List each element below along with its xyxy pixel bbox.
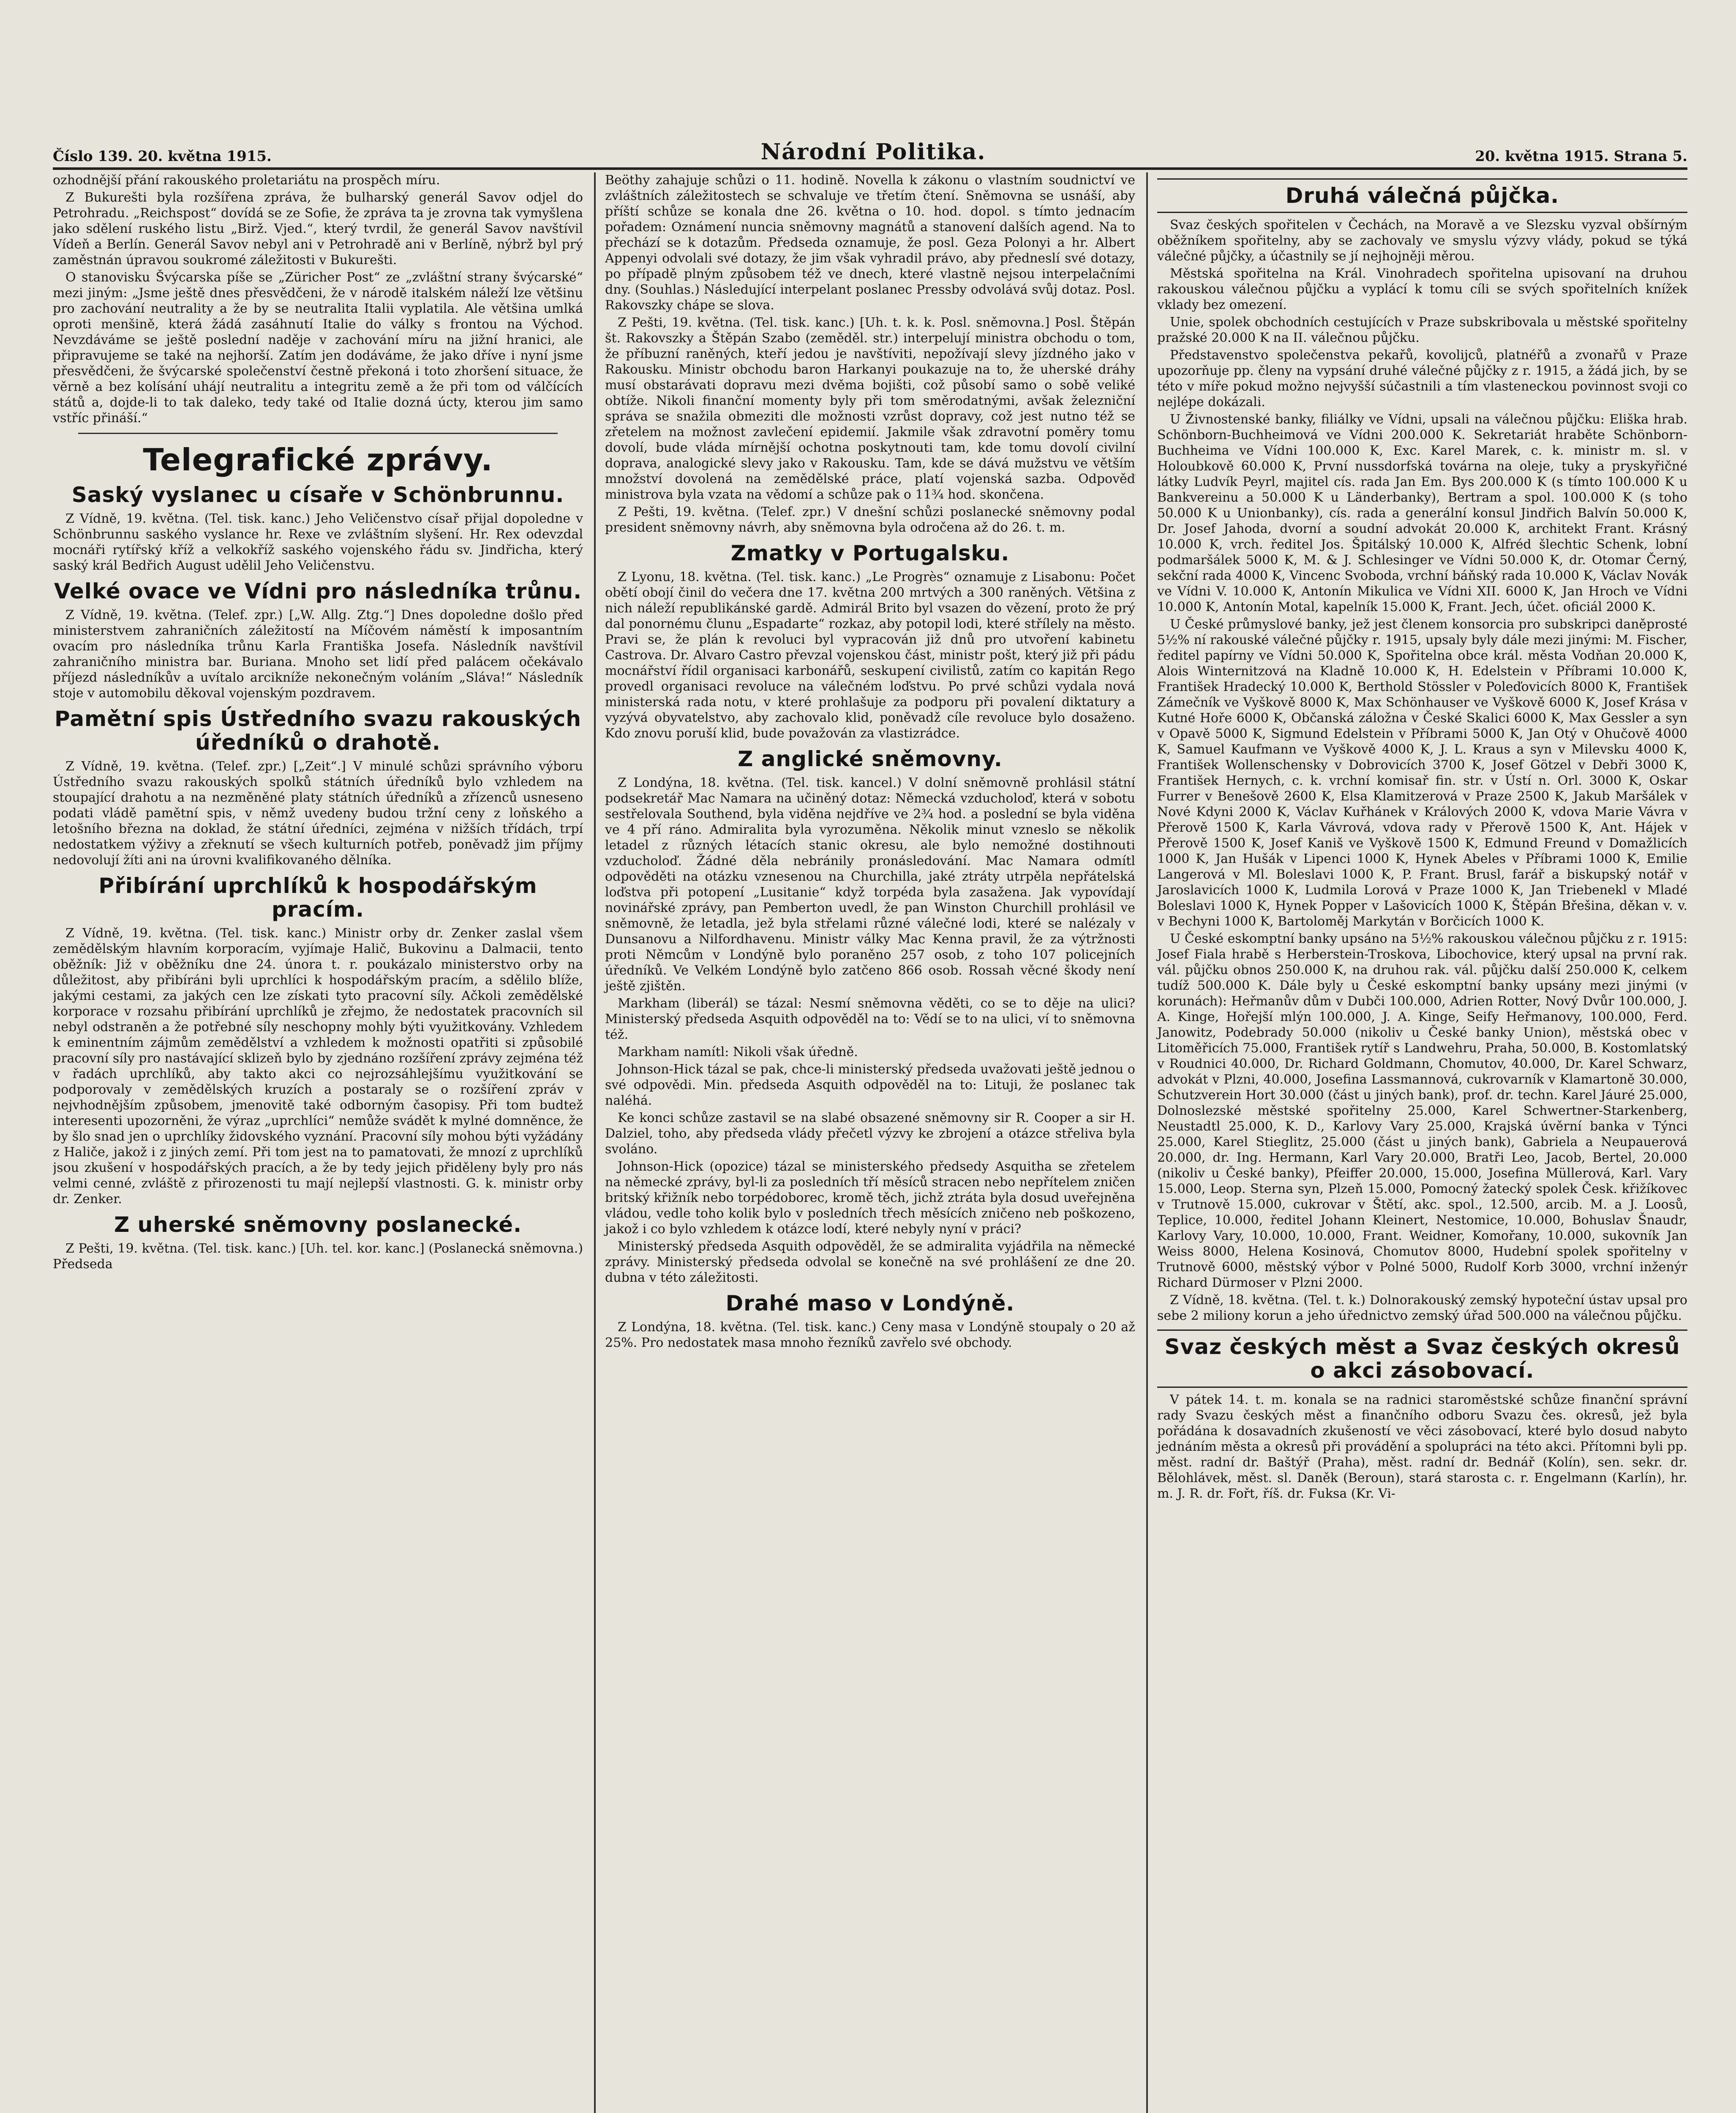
paragraph: Z Bukurešti byla rozšířena zpráva, že bulharský generál Savov odjel do Petrohradu. „Reichspost“ dovídá se ze Sofie, že zpráva ta je zrovna tak vymyšlena jako sdělení ruského listu „Birž. Vjed.“, který tvrdil, že generál Savov navštívil Vídeň a Berlín. Generál Savov nebyl ani v Petrohradě ani v Berlíně, nýbrž byl prý zaměstnán úpravou soukromé záležitosti v Bukurešti. bbox=[53, 190, 583, 268]
paragraph: Představenstvo společenstva pekařů, kovolijců, platnéřů a zvonařů v Praze upozorňuje pp. členy na vypsání druhé válečné půjčky z r. 1915, a žádá jich, by se této v míře pokud možno nejvyšší súčastnili a tím vlasteneckou povinnost svoji co nejlépe dokázali. bbox=[1157, 348, 1687, 409]
issue-number: Číslo 139. 20. května 1915. bbox=[53, 148, 272, 165]
paragraph: Z Londýna, 18. května. (Tel. tisk. kancel.) V dolní sněmovně prohlásil státní podsekretář Mac Namara na učiněný dotaz: Německá vzducholoď, která v sobotu sestřelovala Southend, byla viděna nejdříve ve 2¾ hod. a poslední se byla viděna ve 4 pří ráno. Admiralita byla vyrozuměna. Několik minut vzneslo se několik letadel z různých létacích stanic okresu, ale bylo nemožné dostihnouti vzducholoď. Žádné děla nebránily pronásledování. Mac Namara odmítl odpověděti na otázku vznesenou na Churchilla, jaké ztráty utrpěla nepřátelská loďstva při potopení „Lusitanie“ když torpéda byla zasažena. Jak vypovídají novinářské zprávy, pan Pemberton uvedl, že pan Winston Churchill prohlásil ve sněmovně, že letadla, jež byla střelami různé válečné lodi, které se nalézaly v Dunsanovu a Nilfordhavenu. Ministr války Mac Kenna pravil, že za výtržnosti proti Němcům v Londýně bylo poraněno 257 osob, z toho 107 policejních úředníků. Ve Velkém Londýně bylo zatčeno 866 osob. Rossah věcné škody není ještě zjištěn. bbox=[605, 775, 1135, 994]
newspaper-title: Národní Politika. bbox=[760, 139, 986, 165]
paragraph: O stanovisku Švýcarska píše se „Züricher Post“ ze „zvláštní strany švýcarské“ mezi jiným: „Jsme ještě dnes přesvědčeni, že v národě italském náleží lze většinu pro zachování neutrality a že by se neutralita Italii vyplatila. Ale většina umlká oproti menšině, která žádá zasáhnutí Italie do války s frontou na Východ. Nevzdáváme se ještě poslední naděje v zachování míru na jižní hranici, ale připravujeme se také na nejhorší. Zatím jen dodáváme, že jako dříve i nyní jsme přesvědčeni, že švýcarské společenství čestně překoná i toto zhoršení situace, že věrně a bez kolísání uhájí neutralitu a integritu země a že při tom od válčících států a, dojde-li to tak daleko, tedy také od Italie dozná úcty, kterou jim samo vstříc přináší.“ bbox=[53, 270, 583, 426]
headline: Z uherské sněmovny poslanecké. bbox=[114, 1212, 522, 1237]
headline: Přibírání uprchlíků k hospodářským pracím. bbox=[98, 874, 537, 922]
paragraph: U České průmyslové banky, jež jest členem konsorcia pro subskripci daněprosté 5½% ní rakouské válečné půjčky r. 1915, upsaly byly dále mezi jinými: M. Fischer, ředitel papírny ve Vídni 50.000 K, Spořitelna obce král. města Vodňan 20.000 K, Alois Winternitzová na Kladně 10.000 K, H. Edelstein v Příbrami 10.000 K, František Hradecký 10.000 K, Berthold Stössler v Poleďovicích 8000 K, František Zámečník ve Vyškově 8000 K, Max Schönhauser ve Vyškově 6000 K, Josef Krása v Kutné Hoře 6000 K, Občanská záložna v České Skalici 6000 K, Max Gessler a syn v Opavě 5000 K, Sigmund Edelstein v Příbrami 5000 K, Jan Otý v Ohučově 4000 K, Samuel Kaufmann ve Vyškově 4000 K, J. L. Kraus a syn v Milevsku 4000 K, František Wollenschensky v Dobrovicích 3700 K, Josef Götzel v Debři 3000 K, František Hernych, c. k. vrchní komisař fin. str. v Ústí n. Orl. 3000 K, Oskar Furrer v Benešově 2600 K, Elsa Klamitzerová v Praze 2500 K, Jakub Maršálek v Nové Kdyni 2000 K, Václav Kuřhánek v Králových 2000 K, vdova Marie Vávra v Přerově 1500 K, Karla Vávrová, vdova rady v Přerově 1500 K, Ant. Hájek v Přerově 1500 K, Josef Kaniš ve Vyškově 1500 K, Edmund Freund v Domažlicích 1000 K, Jan Hušák v Lipenci 1000 K, Hynek Abeles v Příbrami 1000 K, Emilie Langerová v Ml. Boleslavi 1000 K, P. Frant. Brusl, farář a biskupský notář v Jaroslavicích 1000 K, Ludmila Lorová v Praze 1000 K, Jan Triebenekl v Mladé Boleslavi 1000 K, Hynek Popper v Lašovicích 1000 K, Štěpán Břešina, děkan v. v. v Bechyni 1000 K, Bartoloměj Markytán v Borčicích 1000 K. bbox=[1157, 617, 1687, 929]
article-columns bbox=[53, 172, 1687, 2113]
divider bbox=[78, 433, 558, 437]
headline: Druhá válečná půjčka. bbox=[1157, 178, 1687, 213]
date-page: 20. května 1915. Strana 5. bbox=[1475, 148, 1687, 165]
paragraph: Z Lyonu, 18. května. (Tel. tisk. kanc.) „Le Progrès“ oznamuje z Lisabonu: Počet obětí obojí činil do večera dne 17. května 200 mrtvých a 300 raněných. Většina z nich náleží republikánské gardě. Admirál Brito byl vsazen do vězení, proto že prý dal ponornému člunu „Espadarte“ rozkaz, aby potopil lodi, které střílely na město. Pravi se, že plán k revoluci byl vypracován již dnů pro utvoření kabinetu Castrova. Dr. Alvaro Castro převzal vojenskou část, ministr pošt, který již při pádu mocnářství řídil organisaci karbonářů, seskupení civilistů, zatím co kapitán Rego provedl organisaci revoluce na válečném loďstvu. Po prvé schůzi vydala nová ministerská rada notu, v které prohlašuje za podporu při povalení diktatury a vyzývá obyvatelstvo, aby zachovalo klid, poněvadž cíle revoluce bylo dosaženo. Kdo znovu poruší klid, bude považován za vlastizrádce. bbox=[605, 570, 1135, 741]
column-2 bbox=[594, 172, 1135, 2113]
paragraph: Z Pešti, 19. května. (Tel. tisk. kanc.) [Uh. tel. kor. kanc.] (Poslanecká sněmovna.) Předseda bbox=[53, 1241, 583, 1272]
paragraph: U České eskomptní banky upsáno na 5½% rakouskou válečnou půjčku z r. 1915: Josef Fiala hrabě s Herberstein-Troskova, Libochovice, který upsal na první rak. vál. půjčku obnos 250.000 K, na druhou rak. vál. půjčku další 250.000 K, celkem tudíž 500.000 K. Dále byly u České eskomptní banky upsány mezi jinými (v korunách): Heřmanův dům v Dubči 100.000, Adrien Rotter, Nový Dvůr 100.000, J. A. Kinge, Hořejší mlýn 100.000, J. A. Kinge, Seify Heřmanovy, 100.000, Ferd. Janowitz, Podebrady 50.000 (nikoliv u České banky Union), městská obec v Litoměřicích 75.000, František rytíř s Landwehru, Praha, 50.000, B. Kostomlatský v Roudnici 40.000, Dr. Richard Goldmann, Chomutov, 40.000, Dr. Karel Schwarz, advokát v Plzni, 40.000, Josefina Lassmannová, cukrovarník v Klamartoně 30.000, Schutzverein Hort 30.000 (část u jiných bank), prof. dr. techn. Karel Jáuré 25.000, Dolnoslezské městské spořitelny 25.000, Karel Schwertner-Starkenberg, Neustadtl 25.000, K. D., Karlovy Vary 25.000, Krajská úvěrní banka v Týnci 25.000, Karel Stieglitz, 25.000 (část u jiných bank), Gabriela a Neupauerová 20.000, dr. Ing. Hermann, Karl Vary 20.000, Bratři Leo, Jacob, Bertel, 20.000 (nikoliv u České banky), Pfeiffer 20.000, 15.000, Josefina Müllerová, Karl. Vary 15.000, Leop. Sterna syn, Plzeň 15.000, Pomocný žatecký spolek Česk. křižíkovec v Trutnově 15.000, cukrovar v Štětí, akc. spol., 12.500, arcib. M. a J. Loosů, Teplice, 10.000, ředitel Johann Kleinert, Nestomice, 10.000, Bohuslav Šnaudr, Karlovy Vary, 10.000, 10.000, Frant. Weidner, Komořany, 10.000, sukovník Jan Weiss 8000, Helena Kosinová, Chomutov 8000, Hudební spolek spořitelny v Trutnově 6000, městský výbor v Polné 5000, Rudolf Korb 3000, vrchní inženýr Richard Dürmoser v Plzni 2000. bbox=[1157, 931, 1687, 1290]
paragraph: Ke konci schůze zastavil se na slabé obsazené sněmovny sir R. Cooper a sir H. Dalziel, toho, aby předseda vlády přečetl výzvy ke zbrojení a otázce střeliva byla svoláno. bbox=[605, 1111, 1135, 1157]
paragraph: Svaz českých spořitelen v Čechách, na Moravě a ve Slezsku vyzval obšírným oběžníkem spořitelny, aby se zachovaly ve smyslu výzvy vlády, pokud se týká válečné půjčky, a účastnily se jí nejhojněji měrou. bbox=[1157, 218, 1687, 264]
paragraph: ozhodnější přání rakouského proletariátu na prospěch míru. bbox=[53, 173, 440, 188]
paragraph: Z Londýna, 18. května. (Tel. tisk. kanc.) Ceny masa v Londýně stoupaly o 20 až 25%. Pro nedostatek masa mnoho řezníků zavřelo své obchody. bbox=[605, 1320, 1135, 1350]
paragraph: Z Vídně, 19. května. (Tel. tisk. kanc.) Jeho Veličenstvo císař přijal dopoledne v Schönbrunnu saského vyslance hr. Rexe ve zvláštním slyšení. Hr. Rex odevzdal mocnáři rytířský kříž a velkokříž saského vojenského řádu sv. Jindřicha, který saský král Bedřich August udělil Jeho Veličenstvu. bbox=[53, 511, 583, 573]
paragraph: Johnson-Hick (opozice) tázal se ministerského předsedy Asquitha se zřetelem na německé zprávy, byl-li za posledních tří měsíců stracen nebo nepřítelem zničen britský křižník nebo torpédoborec, kromě těch, jichž ztráta byla dosud uveřejněna vládou, vedle toho kolik bylo v posledních třech měsících zničeno neb poškozeno, jakož i co bylo vzhledem k otázce lodí, které nebyly nyní v práci? bbox=[605, 1159, 1135, 1237]
paragraph: V pátek 14. t. m. konala se na radnici staroměstské schůze finanční správní rady Svazu českých měst a finančního odboru Svazu čes. okresů, jež byla pořádána k dosavadních zkušeností ve věci zásobovací, které bylo dosud nabyto jednáním města a okresů při provádění a spolupráci na této akci. Přítomni byli pp. měst. radní dr. Baštýř (Praha), měst. radní dr. Bednář (Kolín), sen. sekr. dr. Bělohlávek, měst. sl. Daněk (Beroun), stará starosta c. r. Engelmann (Karlín), hr. m. J. R. dr. Fořt, říš. dr. Fuksa (Kr. Vi- bbox=[1157, 1392, 1687, 1501]
paragraph: Johnson-Hick tázal se pak, chce-li ministerský předseda uvažovati ještě jednou o své odpovědi. Min. předseda Asquith odpověděl na to: Lituji, že poslanec tak naléhá. bbox=[605, 1062, 1135, 1108]
paragraph: Markham namítl: Nikoli však úředně. bbox=[618, 1045, 858, 1059]
paragraph: Z Pešti, 19. května. (Telef. zpr.) V dnešní schůzi poslanecké sněmovny podal president sněmovny návrh, aby sněmovna byla odročena až do 26. t. m. bbox=[605, 505, 1135, 535]
headline: Pamětní spis Ústředního svazu rakouských úředníků o drahotě. bbox=[55, 707, 581, 755]
paragraph: Z Pešti, 19. května. (Tel. tisk. kanc.) [Uh. t. k. k. Posl. sněmovna.] Posl. Štěpán št. Rakovszky a Štěpán Szabo (zeměděl. str.) interpelují ministra obchodu o tom, že příbuzní raněných, kteří jedou je navštíviti, nepožívají slevy jízdného jako v Rakousku. Ministr obchodu baron Harkanyi poukazuje na to, že uherské dráhy musí obstarávati dopravu mezi dvěma bojišti, což působí samo o sobě veliké obtíže. Nikoli finanční momenty byly při tom směrodatnými, avšak železniční správa se snažila obmeziti dle možnosti vzrůst dopravy, což jest nutno též se zřetelem na možnost zavlečení epidemií. Jakmile však zdravotní poměry tomu dovolí, bude vláda mírnější ochotna poskytnouti tam, kde tomu dovolí civilní doprava, analogické slevy jako v Rakousku. Tam, kde se dává mužstvu ve větším množství dovolená na zemědělské práce, platí vojenská sazba. Odpověď ministrova byla vzata na vědomí a schůze pak o 11¾ hod. skončena. bbox=[605, 315, 1135, 502]
paragraph: Z Vídně, 19. května. (Telef. zpr.) [„Zeit“.] V minulé schůzi správního výboru Ústředního svazu rakouských spolků státních úředníků bylo vzhledem na stoupající drahotu a na nezměněné platy státních úředníků a zřízenců usneseno podati vládě pamětní spis, v němž uvedeny budou tržní ceny z loňského a letošního března na doklad, že státní úředníci, zejména v nižších třídách, trpí nedostatkem výživy a zřeknutí se všech kulturních potřeb, poněvadž jim příjmy nedovolují žíti ani na úrovni kvalifikovaného dělníka. bbox=[53, 759, 583, 868]
headline: Saský vyslanec u císaře v Schönbrunnu. bbox=[71, 483, 564, 507]
paragraph: U Živnostenské banky, filiálky ve Vídni, upsali na válečnou půjčku: Eliška hrab. Schönborn-Buchheimová ve Vídni 200.000 K. Sekretariát hraběte Schönborn-Buchheima ve Vídni 100.000 K, Exc. Karel Marek, c. k. ministr m. sl. v Holoubkově 60.000 K, První nussdorfská továrna na oleje, tuky a pryskyřičné látky Ludvík Peyrl, majitel cís. rada Jan Em. Bys 200.000 K (s tímto 100.000 K u Bankvereinu a 50.000 K u Länderbanky), Bertram a spol. 100.000 K (s toho 50.000 K u Unionbanky), cís. rada a generální konsul Jindřich Balvín 50.000 K, Dr. Josef Jahoda, dvorní a soudní advokát 20.000 K, architekt Frant. Krásný 10.000 K, vrch. ředitel Jos. Špitálský 10.000 K, Alfréd šlechtic Schenk, lobní podmaršálek 5000 K, M. & J. Schlesinger ve Vídni 50.000 K, dr. Otomar Černý, sekční rada 4000 K, Vincenc Svoboda, vrchní báňský rada 10.000 K, Václav Novák ve Vídni V. 10.000 K, Antonín Mikulica ve Vídni XII. 6000 K, Jan Hroch ve Vídni 10.000 K, Antonín Motal, kapelník 15.000 K, Frant. Jech, účet. oficiál 2000 K. bbox=[1157, 412, 1687, 614]
section-heading: Telegrafické zprávy. bbox=[143, 442, 493, 478]
headline: Velké ovace ve Vídni pro následníka trůnu. bbox=[54, 579, 582, 603]
headline: Zmatky v Portugalsku. bbox=[730, 541, 1010, 565]
paragraph: Ministerský předseda Asquith odpověděl, že se admiralita vyjádřila na německé zprávy. Ministerský předseda odvolal se konečně na své prohlášení ze dne 20. dubna v této záležitosti. bbox=[605, 1239, 1135, 1285]
headline: Drahé maso v Londýně. bbox=[725, 1291, 1015, 1316]
column-1 bbox=[53, 172, 583, 2113]
paragraph: Unie, spolek obchodních cestujících v Praze subskribovala u městské spořitelny pražské 20.000 K na II. válečnou půjčku. bbox=[1157, 315, 1687, 345]
headline: Z anglické sněmovny. bbox=[738, 747, 1003, 771]
paragraph: Městská spořitelna na Král. Vinohradech spořitelna upisovaní na druhou rakouskou válečnou půjčku a vyplácí k tomu cíli se svých spořitelních knížek vklady bez omezení. bbox=[1157, 266, 1687, 312]
headline: Svaz českých měst a Svaz českých okresů o akci zásobovací. bbox=[1157, 1329, 1687, 1388]
paragraph: Z Vídně, 18. května. (Tel. t. k.) Dolnorakouský zemský hypoteční ústav upsal pro sebe 2 miliony korun a jeho úřednictvo zemský úřad 500.000 na válečnou půjčku. bbox=[1157, 1293, 1687, 1323]
paragraph: Beöthy zahajuje schůzi o 11. hodině. Novella k zákonu o vlastním soudnictví ve zvláštních záležitostech se schvaluje ve třetím čtení. Sněmovna se usnáší, aby příští schůze se konala dne 26. května o 10. hod. dopol. s tímto jednacím pořadem: Oznámení nuncia sněmovny magnátů a stanovení dalších agend. Na to přechází se k dotazům. Předseda oznamuje, že posl. Geza Polonyi a hr. Albert Appenyi odvolali své dotazy, že jim však vyhradil právo, aby předneslí své dotazy, po případě plným způsobem též ve dnech, které vlastně nejsou interpelačními dny. (Souhlas.) Následující interpelant poslanec Pressby odvolává svůj dotaz. Posl. Rakovszky chápe se slova. bbox=[605, 173, 1135, 313]
paragraph: Z Vídně, 19. května. (Telef. zpr.) [„W. Allg. Ztg.“] Dnes dopoledne došlo před ministerstvem zahraničních záležitostí na Míčovém náměstí k imposantním ovacím pro následníka trůnu Karla Františka Josefa. Následník navštívil zahraničního ministra bar. Buriana. Mnoho set lidí před palácem očekávalo příjezd následníkův a uvítalo arcikníže nekonečným voláním „Sláva!“ Následník stoje v automobilu děkoval vojenským pozdravem. bbox=[53, 608, 583, 701]
paragraph: Z Vídně, 19. května. (Tel. tisk. kanc.) Ministr orby dr. Zenker zaslal všem zemědělským hlavním korporacím, vyjímaje Halič, Bukovinu a Dalmacii, tento oběžník: Již v oběžníku dne 24. února t. r. poukázalo ministerstvo orby na důležitost, aby přibíráni byli uprchlíci k hospodářským pracím, a sdělilo blíže, jakými cestami, za jakých cen lze získati tyto pracovní síly. Ačkoli zemědělské korporace v rozsahu přibírání uprchlíků je zřejmo, že nedostatek pracovních sil nebyl odstraněn a že potřebné síly neschopny mohly býti využitkovány. Vzhledem k eminentním zájmům zemědělství a vzhledem k možnosti opatřiti si způsobilé pracovní síly pro nastávající sklizeň bylo by zjednáno rozšíření zprávy zejména též v řadách uprchlíků, aby takto akci co nejrozsáhlejšímu využitkování se podporovaly v zemědělských kruzích a postaraly se o rozšíření zpráv v nejvhodnějším způsobem, jmenovitě také odborným časopisy. Při tom budtež interesenti upozorněni, že výraz „uprchlíci“ nemůže svádět k mylné domněnce, že by šlo snad jen o uprchlíky židovského vyznání. Pracovní síly mohou býti vyžádány z Haliče, jakož i z jiných zemí. Při tom jest na to pamatovati, že mnozí z uprchlíků jsou zkušení v hospodářských pracích, a že by tedy jejich přiděleny byly pro nás velmi cenné, zvláště z přirozenosti tu mají nejlepší vlastnosti. G. k. ministr orby dr. Zenker. bbox=[53, 926, 583, 1207]
column-3 bbox=[1146, 172, 1687, 2113]
paragraph: Markham (liberál) se tázal: Nesmí sněmovna věděti, co se to děje na ulici? Ministerský předseda Asquith odpověděl na to: Vědí se to na ulici, ví to sněmovna též. bbox=[605, 996, 1135, 1042]
masthead bbox=[53, 139, 1687, 170]
